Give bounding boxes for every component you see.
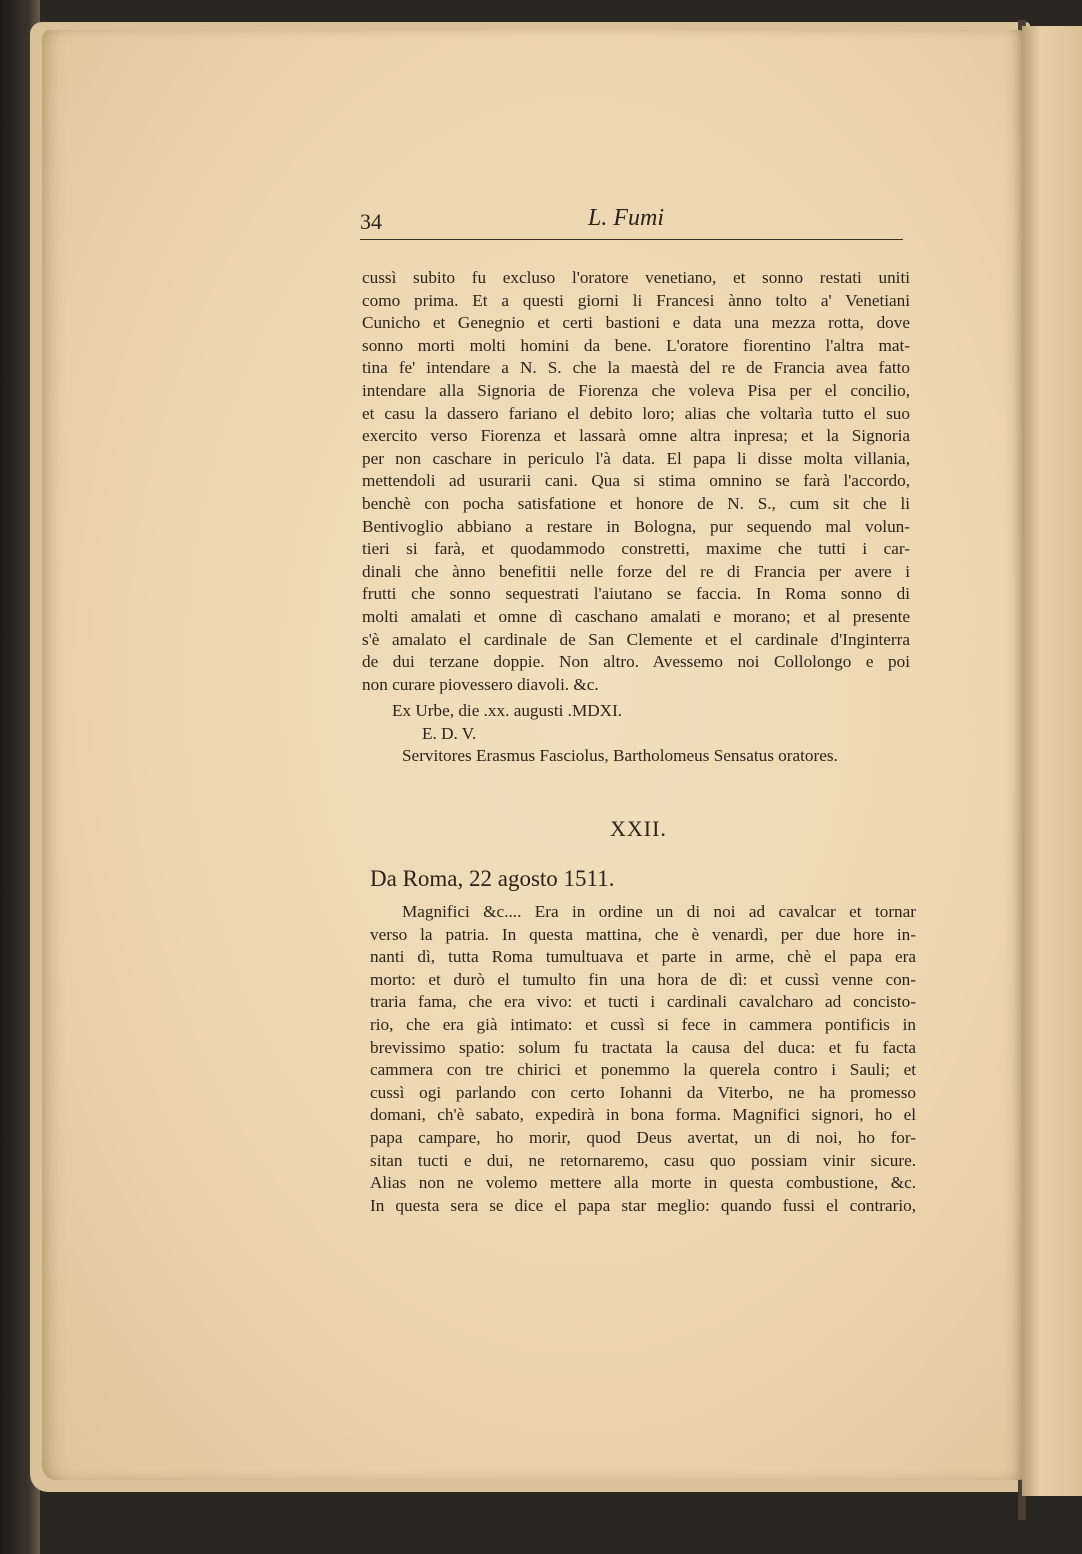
text-line: tina fe' intendare a N. S. che la maestà del re de Francia avea fatto xyxy=(362,358,910,378)
letter-xxii-body xyxy=(370,901,916,1217)
text-line: tieri si farà, et quodammodo constretti, maxime che tutti i car- xyxy=(362,539,910,559)
text-line: Magnifici &c.... Era in ordine un di noi ad cavalcar et tornar xyxy=(402,902,916,921)
text-line: domani, ch'è sabato, expedirà in bona forma. Magnifici signori, ho el xyxy=(370,1105,916,1125)
letter-xxi-closing xyxy=(362,700,910,768)
text-line: nanti dì, tutta Roma tumultuava et parte in arme, chè el papa era xyxy=(370,947,916,967)
text-line: de dui terzane doppie. Non altro. Avessemo noi Collolongo e poi xyxy=(362,652,910,672)
facing-page-edge xyxy=(1022,26,1082,1496)
initials: E. D. V. xyxy=(422,723,477,743)
letter-number: XXII. xyxy=(610,816,667,841)
signature: Servitores Erasmus Fasciolus, Bartholomeus Sensatus oratores. xyxy=(402,746,838,766)
text-line: como prima. Et a questi giorni li Francesi ànno tolto a' Venetiani xyxy=(362,290,910,310)
text-line: intendare alla Signoria de Fiorenza che voleva Pisa per el concilio, xyxy=(362,380,910,400)
text-line: brevissimo spatio: solum fu tractata la causa del duca: et fu facta xyxy=(370,1037,916,1057)
text-line: molti amalati et omne dì caschano amalati e morano; et al presente xyxy=(362,606,910,626)
text-line: dinali che ànno benefitii nelle forze del re di Francia per avere i xyxy=(362,561,910,581)
text-line: et casu la dassero fariano el debito loro; alias che voltarìa tutto el suo xyxy=(362,403,910,423)
text-line: rio, che era già intimato: et cussì si fece in cammera pontificis in xyxy=(370,1014,916,1034)
text-line: sonno morti molti homini da bene. L'oratore fiorentino l'altra mat- xyxy=(362,335,910,355)
running-title: L. Fumi xyxy=(588,205,665,231)
text-line: verso la patria. In questa mattina, che è venardì, per due hore in- xyxy=(370,924,916,944)
running-header xyxy=(360,205,903,240)
text-line: papa campare, ho morir, quod Deus avertat, un di noi, ho for- xyxy=(370,1127,916,1147)
text-line: In questa sera se dice el papa star meglio: quando fussi el contrario, xyxy=(370,1195,916,1215)
text-line: Cunicho et Genegnio et certi bastioni e data una mezza rotta, dove xyxy=(362,313,910,333)
text-line: morto: et durò el tumulto fin una hora de dì: et cussì venne con- xyxy=(370,969,916,989)
text-line: s'è amalato el cardinale de San Clemente et el cardinale d'Inginterra xyxy=(362,629,910,649)
text-line: Bentivoglio abbiano a restare in Bologna, pur sequendo mal volun- xyxy=(362,516,910,536)
text-line: frutti che sonno sequestrati l'aiutano se faccia. In Roma sonno di xyxy=(362,584,910,604)
text-line: cammera con tre chirici et ponemmo la querela contro i Sauli; et xyxy=(370,1060,916,1080)
text-line: per non caschare in periculo l'à data. El papa li disse molta villania, xyxy=(362,448,910,468)
text-line: benchè con pocha satisfatione et honore de N. S., cum sit che li xyxy=(362,493,910,513)
text-line: Alias non ne volemo mettere alla morte in questa combustione, &c. xyxy=(370,1173,916,1193)
page-number: 34 xyxy=(360,209,382,234)
text-line: cussì ogi parlando con certo Iohanni da Viterbo, ne ha promesso xyxy=(370,1082,916,1102)
letter-xxi-body xyxy=(362,267,910,696)
date-line: Ex Urbe, die .xx. augusti .MDXI. xyxy=(392,701,623,720)
text-line: exercito verso Fiorenza et lassarà omne altra inpresa; et la Signoria xyxy=(362,426,910,446)
text-line: sitan tucti e dui, ne retornaremo, casu quo possiam vinir sicure. xyxy=(370,1150,916,1170)
text-line: cussì subito fu excluso l'oratore venetiano, et sonno restati uniti xyxy=(362,268,910,287)
text-line: mettendoli ad usurarii cani. Qua si stima omnino se farà l'accordo, xyxy=(362,471,910,491)
text-line: traria fama, che era vivo: et tucti i cardinali cavalcharo ad concisto- xyxy=(370,992,916,1012)
letter-heading: Da Roma, 22 agosto 1511. xyxy=(370,866,615,891)
text-line: non curare piovessero diavoli. &c. xyxy=(362,674,599,694)
